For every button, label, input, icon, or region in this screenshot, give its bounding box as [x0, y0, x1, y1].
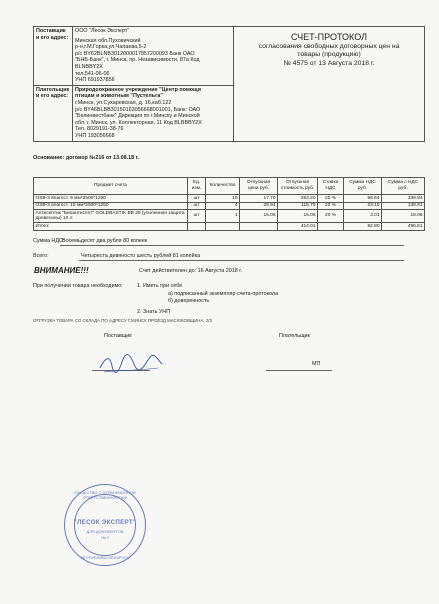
supplier-address-2: р-н,г.М.Горка,ул.Чапаева,5-2: [75, 44, 147, 51]
totals-with-vat: 496.81: [382, 223, 425, 231]
table-row: [34, 195, 425, 203]
document-subtitle-1: согласования свободных договорных цен на: [258, 43, 400, 50]
item-unit: шт: [188, 202, 206, 210]
supplier-unp: УНП 691937856: [75, 77, 115, 84]
supplier-name: ООО "Лесок Эксперт": [75, 28, 130, 34]
total-underline: [79, 260, 404, 261]
table-row: [34, 210, 425, 223]
vat-sum-words: Восемьдесят два рубля 80 копеек: [62, 238, 148, 244]
supplier-phone: тел.541-06-06: [75, 70, 110, 77]
stamp-ring-mid: ДЛЯ ДОКУМЕНТОВ: [86, 529, 124, 534]
receive-label: При получении товара необходимо:: [33, 283, 123, 289]
receive-item-1b: б) доверенность: [168, 298, 210, 304]
item-price: 15.05: [240, 210, 278, 223]
item-total: 138.91: [382, 202, 425, 210]
item-unit: шт: [188, 210, 206, 223]
item-total: 339.84: [382, 195, 425, 203]
attention-heading: ВНИМАНИЕ!!!: [34, 266, 89, 275]
item-vat-sum: 56.64: [344, 195, 382, 203]
col-header-cost: Отпускная стоимость руб.: [278, 178, 318, 195]
totals-vat: 82.80: [344, 223, 382, 231]
supplier-details: [73, 27, 234, 86]
item-qty: 1: [206, 210, 240, 223]
totals-row: [34, 223, 425, 231]
item-cost: 283.20: [278, 195, 318, 203]
payer-label: Плательщик и его адрес:: [34, 85, 73, 141]
item-vat-rate: 20 %: [318, 202, 344, 210]
vat-sum-label: Сумма НДС:: [33, 238, 65, 244]
items-header-row: [34, 178, 425, 195]
totals-cost: 414.01: [278, 223, 318, 231]
supplier-address-1: Минская обл.Пуховичский: [75, 37, 141, 44]
table-row: [34, 202, 425, 210]
supplier-signature: [96, 350, 166, 378]
item-vat-rate: 20 %: [318, 210, 344, 223]
col-header-qty: Количество: [206, 178, 240, 195]
item-cost: 15.05: [278, 210, 318, 223]
col-header-vat-sum: Сумма НДС руб.: [344, 178, 382, 195]
supplier-bank-1: р/с BY62BLNB3012000017857200093 Банк ОАО: [75, 50, 195, 57]
payer-sign-label: Плательщик: [279, 333, 310, 339]
col-header-unit: Ед. изм.: [188, 178, 206, 195]
item-qty: 10: [206, 195, 240, 203]
stamp-ring-bottom: РЕСПУБЛИКА БЕЛАРУСЬ: [80, 555, 130, 560]
company-stamp: [64, 484, 146, 566]
payer-phone: Тел. 8029191-38-76: [75, 126, 124, 133]
total-words: Четыреста девяносто шесть рублей 81 копейка: [81, 253, 201, 259]
item-price: 17.70: [240, 195, 278, 203]
document-title-block: [234, 27, 425, 142]
col-header-price: Отпускная цена руб.: [240, 178, 278, 195]
items-table: [33, 177, 425, 231]
receive-item-2: 2. Знать УНП: [137, 309, 171, 315]
payer-name: Природоохранное учреждение "Центр помощи: [75, 86, 201, 93]
vat-sum-underline: [60, 245, 404, 246]
stamp-ring-top: ОБЩЕСТВО С ОГРАНИЧЕННОЙ ОТВЕТСТВЕННОСТЬЮ: [74, 490, 136, 500]
contract-basis: Основание: договор №216 от 13.08.18 г.: [33, 155, 139, 161]
item-total: 18.06: [382, 210, 425, 223]
valid-until: Счет действителен до: 16 Августа 2018 г.: [139, 268, 243, 274]
payer-unp: УНП 193056668: [75, 132, 115, 139]
item-vat-sum: 23.15: [344, 202, 382, 210]
document-title: СЧЕТ-ПРОТОКОЛ: [290, 32, 367, 42]
supplier-bank-2: "БНБ-Банк", г. Минск, пр. Независимости, 87а Код: [75, 57, 200, 64]
stamp-company-name: "ЛЕСОК ЭКСПЕРТ": [73, 519, 137, 526]
stamp-ring-num: № 2: [101, 535, 109, 540]
item-name: OSB-3 влагост. 15 мм*2500*1250: [34, 202, 188, 210]
payer-name-2: птицам и животным "Пустельга": [75, 93, 163, 100]
item-vat-sum: 3.01: [344, 210, 382, 223]
item-cost: 115.76: [278, 202, 318, 210]
item-unit: шт: [188, 195, 206, 203]
document-number: № 4575 от 13 Августа 2018 г.: [283, 59, 375, 67]
supplier-sign-label: Поставщик: [104, 333, 132, 339]
col-header-total: Сумма с НДС руб.: [382, 178, 425, 195]
col-header-vat-rate: Ставка НДС: [318, 178, 344, 195]
total-label: Всего:: [33, 253, 49, 259]
document-subtitle-2: товары (продукцию): [297, 51, 361, 59]
supplier-bank-3: BLNBBY2X: [75, 63, 103, 70]
receive-item-1a: а) подписанный экземпляр счета-протокола: [168, 291, 279, 297]
item-name: Антисептик "Биоантисепт" GOLDBASTIK ВВ 25 (усиленная защита древесины) 10 л: [34, 210, 188, 223]
payer-bank-2: "Белинвестбанк" Дирекция по г.Минску и Минской: [75, 113, 200, 120]
seal-place-label: МП: [312, 361, 321, 367]
payer-address: г.Минск, ул.Сухаревская, д. 16,каб.122: [75, 99, 172, 106]
item-vat-rate: 20 %: [318, 195, 344, 203]
payer-details: [73, 85, 234, 141]
shipping-note: ОТГРУЗКА ТОВАРА СО СКЛАДА ПО АДРЕСУ Г.МИНСК ПРОЕЗД МАСЮКОВЩИНА, 2/3: [33, 318, 212, 323]
item-price: 28.94: [240, 202, 278, 210]
receive-item-1: 1. Иметь при себе: [137, 283, 183, 289]
item-name: OSB-3 влагост. 9 мм*2500*1250: [34, 195, 188, 203]
payer-sign-line: [266, 370, 332, 371]
item-qty: 4: [206, 202, 240, 210]
col-header-item: Предмет счета: [34, 178, 188, 195]
supplier-label: Поставщик и его адрес:: [34, 27, 73, 86]
payer-bank-3: обл. г. Минск, ул. Коллекторная, 11 Код BLBBBY2X: [75, 119, 202, 126]
header-table: [33, 26, 425, 142]
payer-bank-1: р/с BY46BLBB30150163056668001001, Банк: ОАО: [75, 106, 201, 113]
totals-label: Итого:: [34, 223, 188, 231]
